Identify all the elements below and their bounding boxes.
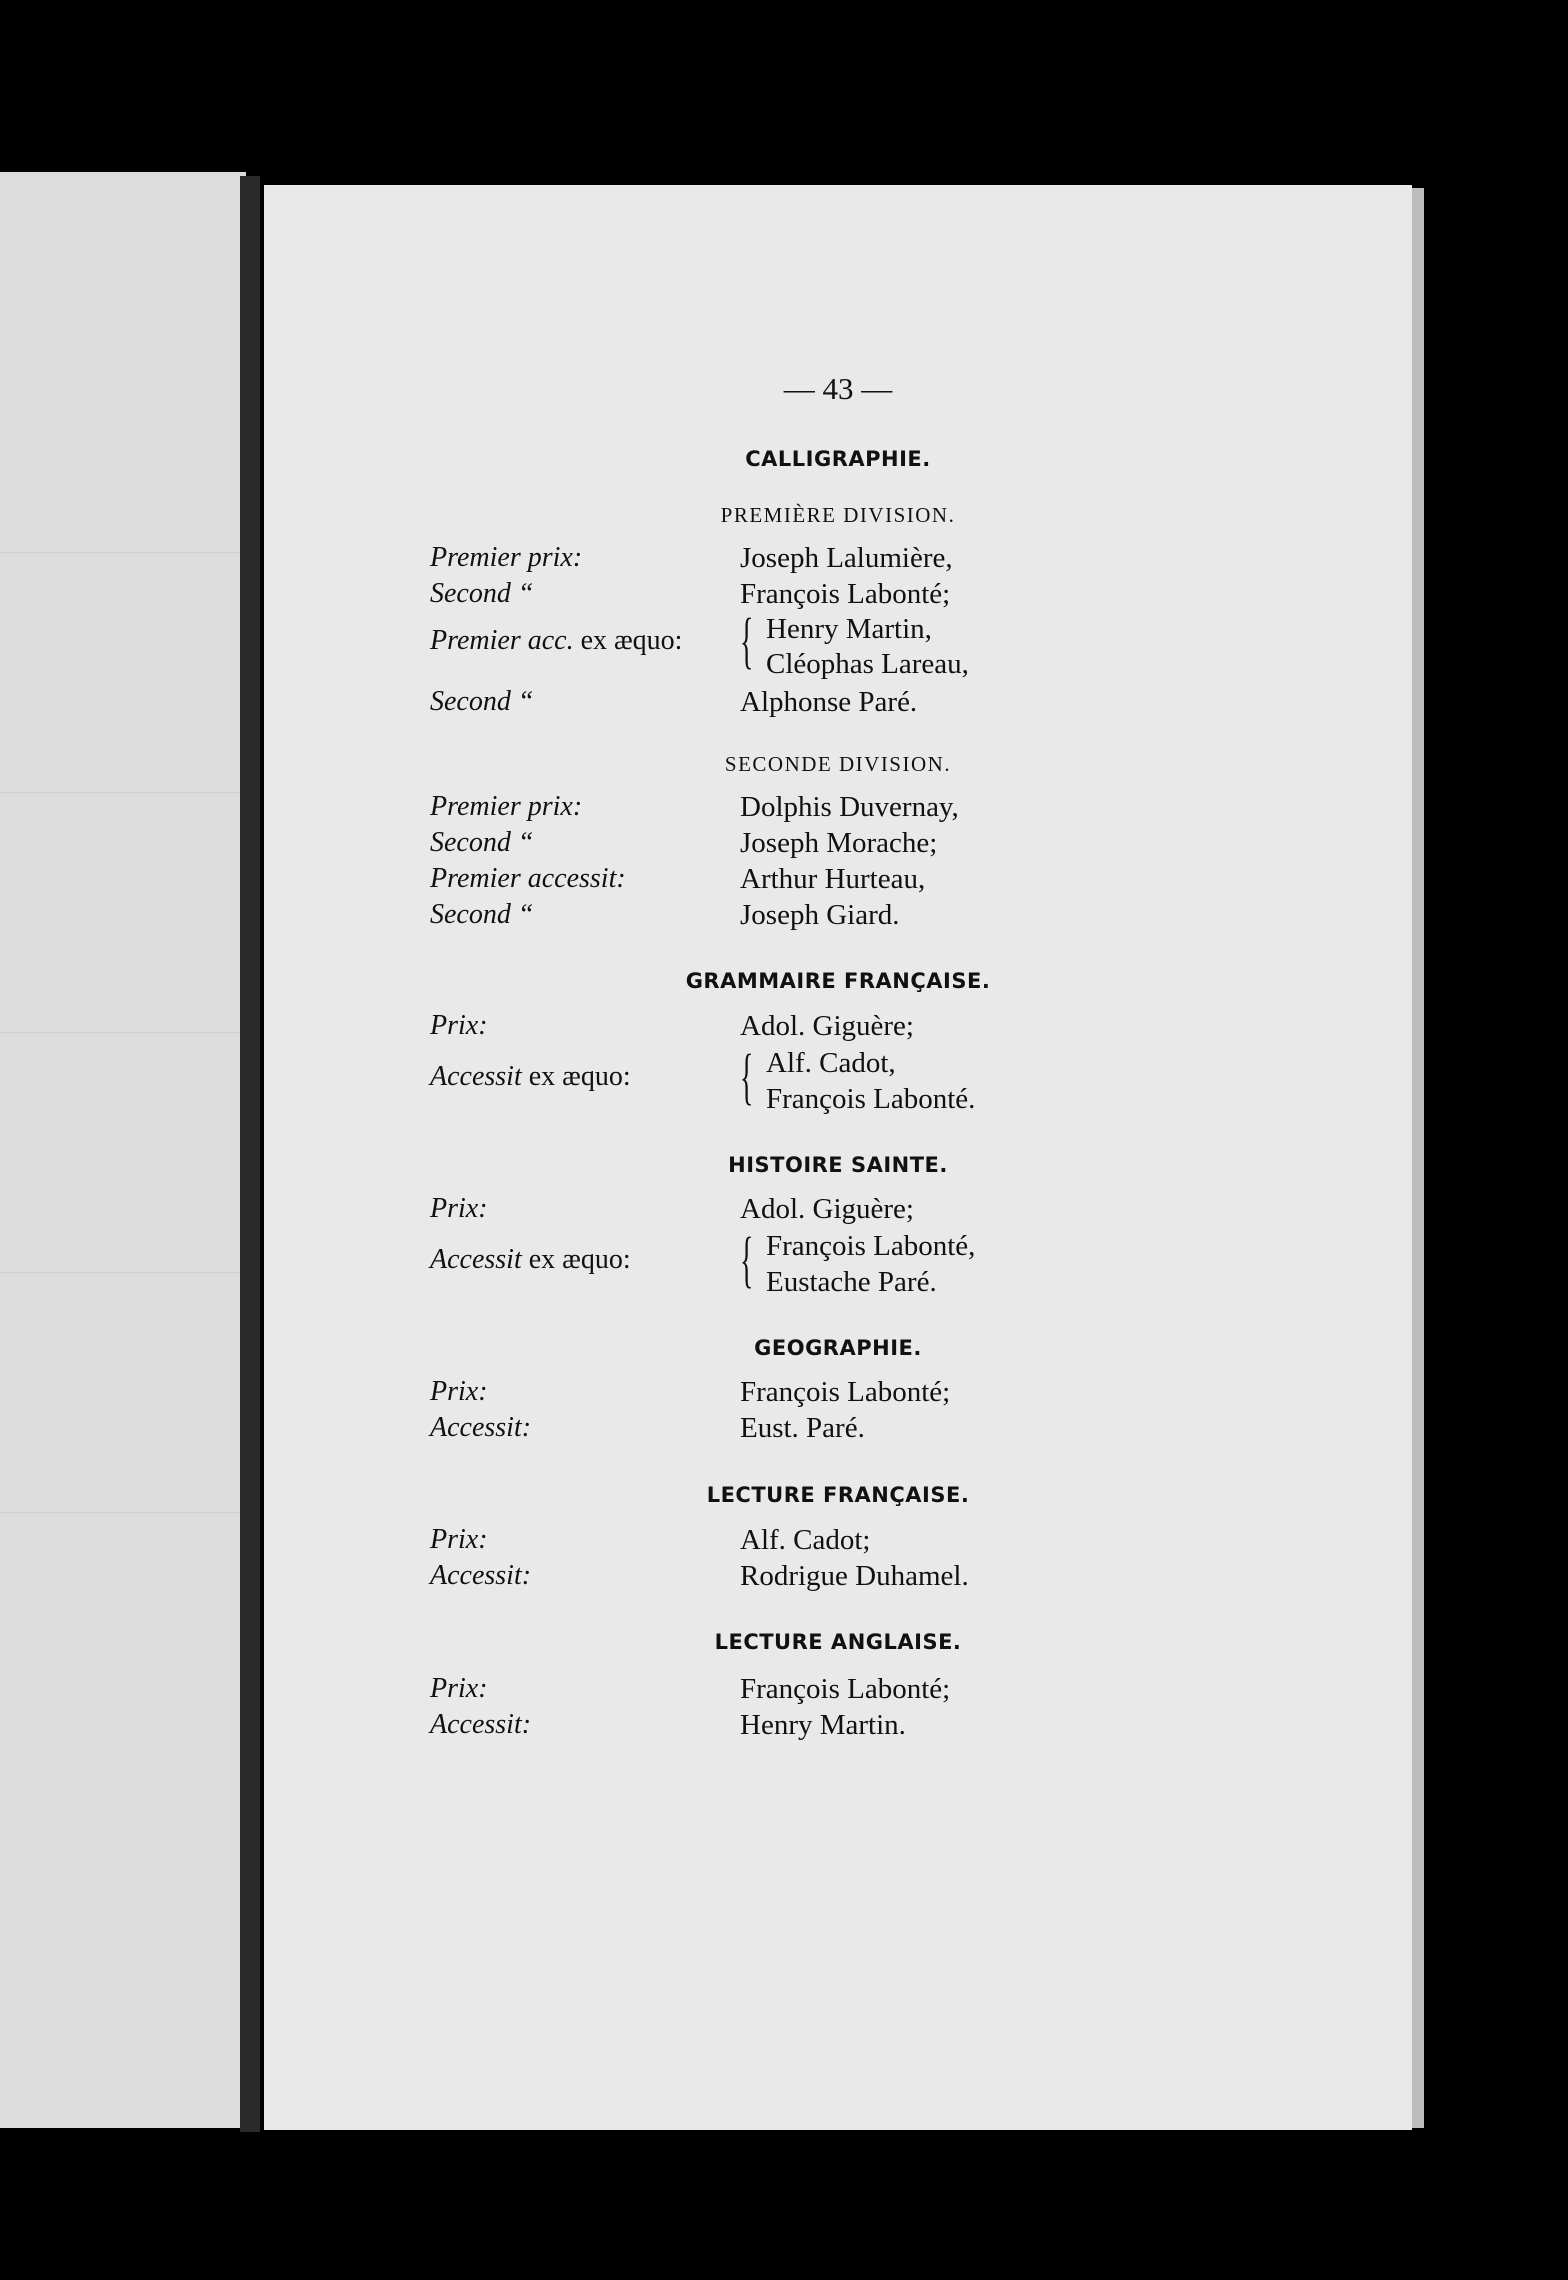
- award-label: Accessit ex æquo:: [430, 1244, 631, 1275]
- recipient-name: Alf. Cadot;: [740, 1524, 871, 1556]
- book-gutter: [240, 176, 260, 2132]
- recipient-name: Alf. Cadot,: [766, 1047, 896, 1079]
- recipient-name: Adol. Giguère;: [740, 1193, 914, 1225]
- ruled-line: [0, 1512, 246, 1513]
- grouping-brace: {: [740, 1226, 754, 1294]
- award-label: Accessit:: [430, 1709, 532, 1740]
- recipient-name: Rodrigue Duhamel.: [740, 1560, 969, 1592]
- award-label: Second “: [430, 827, 534, 858]
- division-title: PREMIÈRE DIVISION.: [720, 503, 956, 527]
- left-page-edge: [0, 172, 246, 2128]
- document-page: [264, 185, 1412, 2130]
- page-edge: [1410, 188, 1424, 2128]
- section-heading: GRAMMAIRE FRANÇAISE.: [685, 969, 991, 993]
- award-label: Premier acc. ex æquo:: [430, 625, 683, 656]
- recipient-name: Alphonse Paré.: [740, 686, 918, 718]
- award-label: Prix:: [430, 1010, 488, 1041]
- ruled-line: [0, 1272, 246, 1273]
- ruled-line: [0, 1032, 246, 1033]
- section-heading: LECTURE ANGLAISE.: [714, 1630, 962, 1654]
- recipient-name: Adol. Giguère;: [740, 1010, 914, 1042]
- recipient-name: Joseph Morache;: [740, 827, 938, 859]
- recipient-name: Joseph Giard.: [740, 899, 900, 931]
- award-label: Prix:: [430, 1376, 488, 1407]
- section-heading: CALLIGRAPHIE.: [745, 447, 931, 471]
- ruled-line: [0, 792, 246, 793]
- recipient-name: François Labonté;: [740, 1673, 951, 1705]
- page-content: [264, 185, 1412, 2130]
- recipient-name: François Labonté;: [740, 1376, 951, 1408]
- recipient-name: Cléophas Lareau,: [766, 648, 969, 680]
- award-label: Prix:: [430, 1193, 488, 1224]
- recipient-name: François Labonté,: [766, 1230, 976, 1262]
- recipient-name: Joseph Lalumière,: [740, 542, 953, 574]
- award-label: Prix:: [430, 1673, 488, 1704]
- recipient-name: Eustache Paré.: [766, 1266, 937, 1298]
- recipient-name: François Labonté;: [740, 578, 951, 610]
- recipient-name: Henry Martin,: [766, 613, 932, 645]
- recipient-name: Henry Martin.: [740, 1709, 906, 1741]
- grouping-brace: {: [740, 607, 754, 675]
- recipient-name: Arthur Hurteau,: [740, 863, 926, 895]
- award-label: Premier prix:: [430, 542, 583, 573]
- section-heading: LECTURE FRANÇAISE.: [706, 1483, 970, 1507]
- grouping-brace: {: [740, 1043, 754, 1111]
- award-label: Accessit:: [430, 1412, 532, 1443]
- award-label: Accessit ex æquo:: [430, 1061, 631, 1092]
- recipient-name: Dolphis Duvernay,: [740, 791, 959, 823]
- award-label: Second “: [430, 686, 534, 717]
- recipient-name: Eust. Paré.: [740, 1412, 865, 1444]
- division-title: SECONDE DIVISION.: [724, 752, 952, 776]
- award-label: Second “: [430, 578, 534, 609]
- recipient-name: François Labonté.: [766, 1083, 976, 1115]
- section-heading: GEOGRAPHIE.: [754, 1336, 922, 1360]
- award-label: Premier prix:: [430, 791, 583, 822]
- section-heading: HISTOIRE SAINTE.: [728, 1153, 948, 1177]
- award-label: Prix:: [430, 1524, 488, 1555]
- award-label: Premier accessit:: [430, 863, 626, 894]
- page-number: — 43 —: [783, 371, 893, 406]
- award-label: Accessit:: [430, 1560, 532, 1591]
- award-label: Second “: [430, 899, 534, 930]
- ruled-line: [0, 552, 246, 553]
